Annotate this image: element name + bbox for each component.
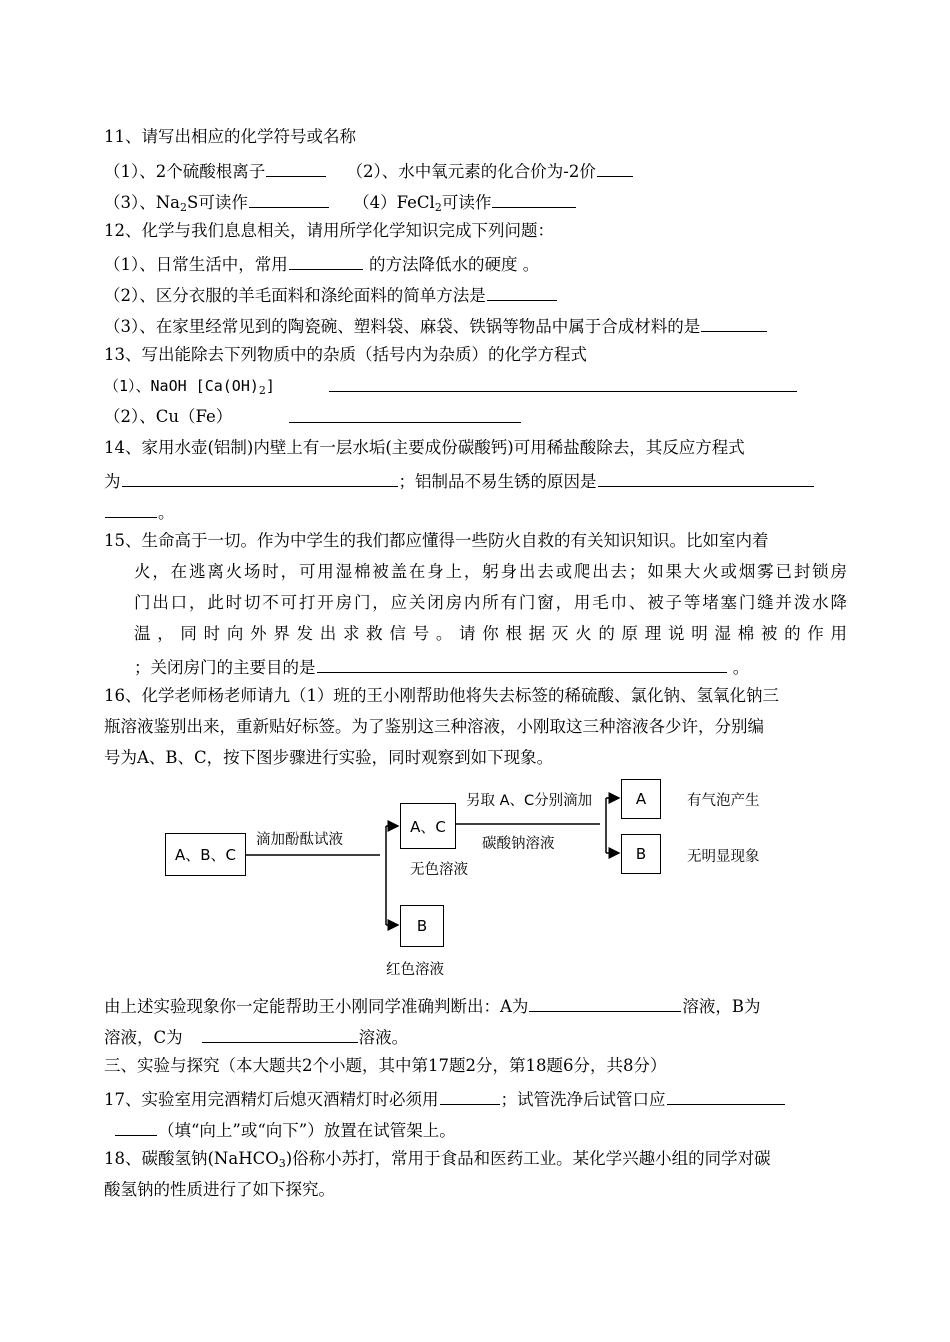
label-sodium-carbonate: 碳酸钠溶液 (482, 836, 555, 852)
q16-line-3: 号为A、B、C，按下图步骤进行实验，同时观察到如下现象。 (104, 748, 554, 767)
q17-line-2: （填“向上”或“向下”）放置在试管架上。 (104, 1117, 456, 1142)
answer-blank[interactable] (202, 1024, 358, 1043)
box-ac: A、C (400, 803, 456, 849)
q16-line-1: 16、化学老师杨老师请九（1）班的王小刚帮助他将失去标签的稀硫酸、氯化钠、氢氧化钠三 (104, 686, 779, 705)
label-add-phenolphthalein: 滴加酚酞试液 (256, 832, 343, 848)
q18-line-2: 酸氢钠的性质进行了如下探究。 (104, 1180, 335, 1199)
box-a: A (621, 779, 661, 819)
label-colorless-solution: 无色溶液 (410, 862, 468, 878)
q16-answer-2: 溶液，C为 溶液。 (104, 1024, 408, 1049)
q12-part-3: （3）、在家里经常见到的陶瓷碗、塑料袋、麻袋、铁锅等物品中属于合成材料的是 (104, 313, 768, 338)
q13-part-2: （2）、Cu（Fe） (104, 407, 233, 426)
q13-part-1: （1）、NaOH $[Ca(OH)_2]$ (104, 377, 275, 397)
q18-line-1: 18、碳酸氢钠(NaHCO$_3$)俗称小苏打，常用于食品和医药工业。某化学兴趣小组的同学对碳 (104, 1149, 771, 1170)
q15-line-3: 门出口，此时切不可打开房门，应关闭房内所有门窗，用毛巾、被子等堵塞门缝并泼水降 (134, 593, 847, 612)
q17-line-1: 17、实验室用完酒精灯后熄灭酒精灯时必须用 ；试管洗净后试管口应 (104, 1086, 786, 1111)
q11-title: 11、请写出相应的化学符号或名称 (104, 127, 356, 146)
q14-line-3: 。 (104, 499, 175, 524)
section-3-title: 三、实验与探究（本大题共2个小题，其中第17题2分，第18题6分，共8分） (104, 1056, 667, 1075)
answer-blank[interactable] (529, 993, 681, 1012)
label-no-change: 无明显现象 (687, 849, 760, 865)
box-b: B (400, 905, 444, 947)
q15-line-5: ；关闭房门的主要目的是 。 (134, 654, 749, 679)
box-abc: A、B、C (165, 833, 246, 876)
q13-title: 13、写出能除去下列物质中的杂质（括号内为杂质）的化学方程式 (104, 345, 587, 364)
q16-answer-1: 由上述实验现象你一定能帮助王小刚同学准确判断出：A为 溶液，B为 (104, 993, 761, 1018)
answer-blank[interactable] (115, 1117, 157, 1136)
q12-part-1: （1）、日常生活中，常用 的方法降低水的硬度 。 (104, 251, 539, 276)
q15-line-4: 温，同时向外界发出求救信号。请你根据灭火的原理说明湿棉被的作用 (134, 624, 847, 643)
q14-line-1: 14、家用水壶(铝制)内壁上有一层水垢(主要成份碳酸钙)可用稀盐酸除去，其反应方程式 (104, 438, 745, 457)
q16-line-2: 瓶溶液鉴别出来，重新贴好标签。为了鉴别这三种溶液，小刚取这三种溶液各少许，分别编 (104, 717, 764, 736)
q12-title: 12、化学与我们息息相关，请用所学化学知识完成下列问题： (104, 221, 554, 240)
q11-parts-1-2: （1）、2个硫酸根离子 （2）、水中氧元素的化合价为-2价 (104, 158, 634, 183)
label-take-ac: 另取 A、C分别滴加 (466, 793, 593, 809)
answer-blank[interactable] (667, 1086, 785, 1105)
q15-line-2: 火，在逃离火场时，可用湿棉被盖在身上，躬身出去或爬出去；如果大火或烟雾已封锁房 (134, 562, 847, 581)
q14-line-2: 为 ；铝制品不易生锈的原因是 (104, 468, 815, 493)
label-red-solution: 红色溶液 (386, 962, 444, 978)
q11-parts-3-4: （3）、$Na_2S$可读作 （4）FeCl$_2$可读作 (104, 189, 577, 214)
q15-line-1: 15、生命高于一切。作为中学生的我们都应懂得一些防火自救的有关知识知识。比如室内着 (104, 531, 769, 550)
q12-part-2: （2）、区分衣服的羊毛面料和涤纶面料的简单方法是 (104, 282, 558, 307)
box-b2: B (621, 834, 661, 874)
answer-blank[interactable] (440, 1086, 500, 1105)
label-bubbles: 有气泡产生 (687, 793, 760, 809)
